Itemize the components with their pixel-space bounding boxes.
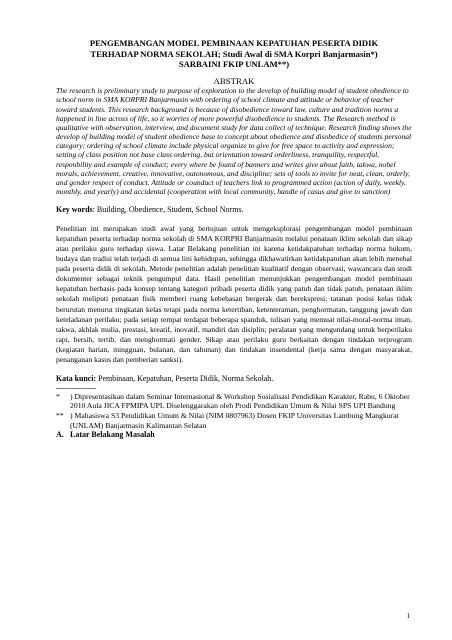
- footnotes: [56, 392, 412, 430]
- title-line-2: TERHADAP NORMA SEKOLAH; Studi Awal di SMA Korpri Banjarmasin*): [90, 48, 378, 59]
- footnote-2-mark: **: [56, 411, 64, 420]
- keywords-label: Key words: [56, 205, 93, 215]
- section-title: Latar Belakang Masalah: [70, 430, 155, 440]
- kata-kunci-label: Kata kunci:: [56, 373, 97, 383]
- keywords: [56, 205, 412, 215]
- paper-title: [56, 38, 412, 70]
- footnote-rule: ------------------: [56, 382, 97, 392]
- keywords-text: : Building, Obedience, Student, School Norms.: [92, 205, 244, 215]
- page-number: 1: [406, 612, 410, 620]
- footnote-2-text: ) Mahasiswa S3 Pendidikan Umum & Nilai (NIM 0807963) Dosen FKIP Universitas Lambung Mangkurat (UNLAM) Banjarmasin Kalimantan Selatan: [70, 411, 399, 430]
- footnote-1-mark: *: [56, 391, 60, 401]
- title-line-1: PENGEMBANGAN MODEL PEMBINAAN KEPATUHAN PESERTA DIDIK: [89, 38, 379, 48]
- section-marker: A.: [56, 430, 64, 440]
- kata-kunci: [56, 374, 412, 384]
- abstract-heading: ABSTRAK: [213, 75, 255, 86]
- kata-kunci-text: Pembinaan, Kepatuhan, Peserta Didik, Norma Sekolah.: [96, 373, 274, 383]
- abstract-text: The research is preliminary study to purpose of exploration to the develop of building model of student obedience to school norm in SMA KORPRI Banjarmasin with ordering of school climate and attitude or behavior of teacher toward students. This research background is because of disobedience toward law, culture and tradition norms a happened in line across of life, so it worries of more powerful disobedience to students. The Research method is qualitative with observation, interview, and document study for data collect of technique. Research finding shows the develop of building model of student obedience base to concept about obedience and disobedice of students personal category; ordering of school climate include physical organize to give for free space to activity and expression; setting of class position not base class ordering, but orientation toward orderliness, tranquility, respectful, responbility and example of conduct; every where be found of banners and writes give about faith, takwa, nobel morals, achievement, creative, innovative, outonomous, and discipline; sets of tools to invite for neat, clean, orderly, and gender respect of conduct. Attitude or counduct of teachers link to programmed action (action of daily, weekly, monthly, and yearly) and accidental (cooperation with local community, handle of casus and give to sanction): [56, 86, 412, 196]
- footnote-1: [56, 392, 412, 411]
- footnote-2: [56, 411, 412, 430]
- author-line: SARBAINI FKIP UNLAM**): [178, 59, 290, 70]
- footnote-1-text: ) Dipresentasikan dalam Seminar Internasional & Workshop Sosialisasi Pendidikan Karakter, Rabu, 6 Oktober 2010 Aula JICA FPMIPA UPI. Diselenggarakan oleh Prodi Pendidikan Umum & Nilai SPS UPI Bandung: [70, 391, 410, 411]
- body-paragraph: Penelitian ini merupakan studi awal yang bertujuan untuk mengeksplorasi pengembangan model pembinaan kepatuhan peserta terhadap norma sekolah di SMA KORPRI Banjarmasin melalui penataan iklim sekolah dan sikap atau perilaku guru terhadap siswa. Latar Belakang penelitian ini karena ketidakpatuhan terhadap norma hukum, budaya dan tradisi telah terjadi di semua lini kehidupan, sehingga dikhawatirkan ketidakpatuhan akan lebih menebal pada peserta didik di sekolah. Metode penelitian adalah penelitian kualitatif dengan observasi, wawancara dan studi dokumenter sebagai teknik pengumpul data. Hasil penelitian menunjukkan pengembangan model pembinaan kepatuhan berbasis pada konsep tentang kategori pribadi peserta didik yang patuh dan tidak patuh, penataan iklim sekolah meliputi penataan fisik memberi ruang kebebasan bergerak dan berekspresi; tatanan posisi kelas tidak berurutan menurut tingkatan kelas tetapi pada norma ketertiban, ketenteraman, penghormatan, tanggung jawab dan keteladanan perilaku; pada setiap tempat terdapat beberapa spanduk, tulisan yang memuat nilai-moral-norma iman, takwa, akhlak mulia, prestasi, kreatif, inovatif, mandiri dan disiplin; peralatan yang mengundang untuk berperilaku rapi, bersih, tertib, dan menghormati gender. Sikap atau perilaku guru berkaitan dengan tindakan terprogram (kegiatan harian, mingguan, bulanan, dan tahunan) dan tindakan insendental (kerja sama dengan masyarakat, penanganan kasus dan pemberian sanksi).: [56, 224, 412, 364]
- section-heading: [56, 430, 412, 440]
